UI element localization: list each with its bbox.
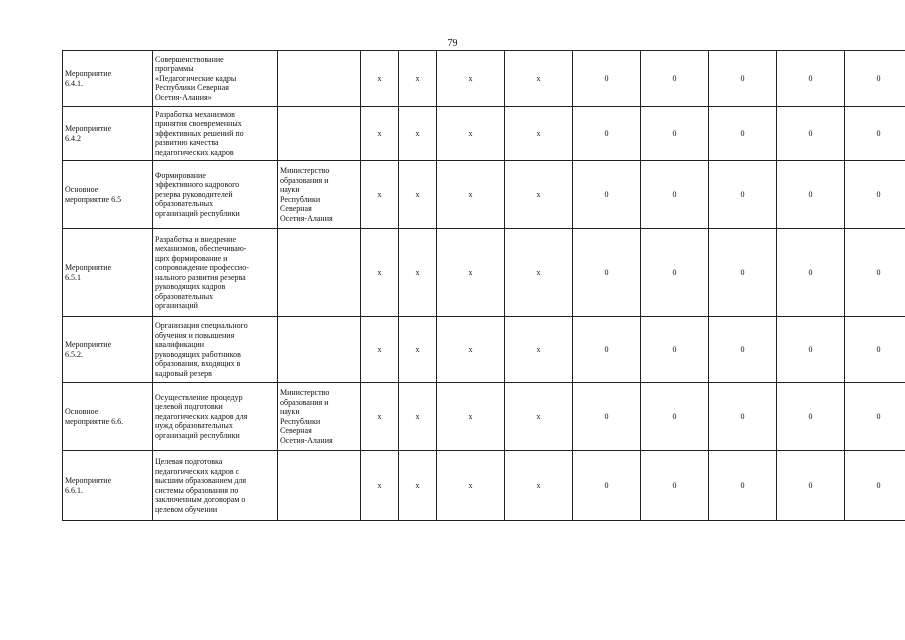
responsible-executor-cell — [278, 451, 361, 521]
value-cell: 0 — [573, 317, 641, 383]
value-cell: 0 — [777, 107, 845, 161]
value-cell: 0 — [845, 229, 905, 317]
value-cell: 0 — [573, 107, 641, 161]
value-cell: 0 — [845, 383, 905, 451]
value-cell: х — [505, 229, 573, 317]
value-cell: х — [399, 383, 437, 451]
table-row — [63, 383, 905, 451]
table-row — [63, 107, 905, 161]
value-cell: х — [505, 383, 573, 451]
value-cell: х — [399, 229, 437, 317]
activity-description-cell: Формирование эффективного кадрового резерва руководителей образовательных организаций республики — [153, 161, 278, 229]
value-cell: х — [361, 229, 399, 317]
table-row — [63, 51, 905, 107]
responsible-executor-cell: Министерство образования и науки Республики Северная Осетия-Алания — [278, 161, 361, 229]
value-cell: 0 — [641, 317, 709, 383]
value-cell: х — [505, 317, 573, 383]
value-cell: 0 — [573, 451, 641, 521]
value-cell: 0 — [641, 451, 709, 521]
value-cell: 0 — [777, 383, 845, 451]
value-cell: 0 — [777, 161, 845, 229]
value-cell: х — [437, 107, 505, 161]
value-cell: х — [437, 161, 505, 229]
value-cell: 0 — [641, 51, 709, 107]
responsible-executor-cell — [278, 229, 361, 317]
value-cell: 0 — [777, 451, 845, 521]
value-cell: х — [361, 451, 399, 521]
table-row — [63, 317, 905, 383]
value-cell: х — [399, 51, 437, 107]
activity-name-cell: Мероприятие 6.5.2. — [63, 317, 153, 383]
value-cell: 0 — [777, 51, 845, 107]
activity-description-cell: Совершенствование программы «Педагогические кадры Республики Северная Осетия-Алания» — [153, 51, 278, 107]
value-cell: х — [437, 51, 505, 107]
value-cell: х — [399, 317, 437, 383]
value-cell: х — [361, 383, 399, 451]
value-cell: 0 — [573, 161, 641, 229]
activity-name-cell: Основное мероприятие 6.5 — [63, 161, 153, 229]
value-cell: 0 — [845, 317, 905, 383]
activity-name-cell: Основное мероприятие 6.6. — [63, 383, 153, 451]
value-cell: 0 — [845, 161, 905, 229]
value-cell: 0 — [709, 161, 777, 229]
value-cell: 0 — [845, 51, 905, 107]
value-cell: 0 — [641, 383, 709, 451]
value-cell: 0 — [845, 451, 905, 521]
value-cell: 0 — [709, 317, 777, 383]
table-row — [63, 161, 905, 229]
value-cell: х — [361, 51, 399, 107]
value-cell: х — [361, 317, 399, 383]
activity-description-cell: Организация специального обучения и повышения квалификации руководящих работников образования, входящих в кадровый резерв — [153, 317, 278, 383]
value-cell: х — [437, 317, 505, 383]
value-cell: 0 — [641, 229, 709, 317]
activity-description-cell: Разработка механизмов принятия своевременных эффективных решений по развитию качества педагогических кадров — [153, 107, 278, 161]
value-cell: 0 — [573, 383, 641, 451]
value-cell: х — [505, 161, 573, 229]
program-activities-table — [62, 50, 905, 521]
value-cell: х — [437, 229, 505, 317]
value-cell: х — [437, 383, 505, 451]
activity-description-cell: Осуществление процедур целевой подготовки педагогических кадров для нужд образовательных организаций республики — [153, 383, 278, 451]
value-cell: 0 — [845, 107, 905, 161]
responsible-executor-cell — [278, 107, 361, 161]
activity-name-cell: Мероприятие 6.6.1. — [63, 451, 153, 521]
activity-description-cell: Целевая подготовка педагогических кадров с высшим образованием для системы образования по заключенным договорам о целевом обучении — [153, 451, 278, 521]
activity-name-cell: Мероприятие 6.4.2 — [63, 107, 153, 161]
value-cell: 0 — [641, 107, 709, 161]
table-row — [63, 229, 905, 317]
activity-name-cell: Мероприятие 6.5.1 — [63, 229, 153, 317]
value-cell: 0 — [709, 51, 777, 107]
value-cell: 0 — [709, 107, 777, 161]
value-cell: х — [399, 161, 437, 229]
value-cell: х — [361, 107, 399, 161]
value-cell: х — [437, 451, 505, 521]
activity-name-cell: Мероприятие 6.4.1. — [63, 51, 153, 107]
responsible-executor-cell: Министерство образования и науки Республики Северная Осетия-Алания — [278, 383, 361, 451]
value-cell: 0 — [709, 451, 777, 521]
value-cell: 0 — [709, 383, 777, 451]
value-cell: 0 — [573, 229, 641, 317]
table-row — [63, 451, 905, 521]
activity-description-cell: Разработка и внедрение механизмов, обеспечиваю- щих формирование и сопровождение профессио- нального развития резерва руководящих кадров образовательных организаций — [153, 229, 278, 317]
value-cell: 0 — [573, 51, 641, 107]
value-cell: 0 — [709, 229, 777, 317]
value-cell: х — [505, 107, 573, 161]
value-cell: х — [399, 451, 437, 521]
value-cell: х — [505, 451, 573, 521]
value-cell: 0 — [777, 229, 845, 317]
page-number: 79 — [447, 38, 458, 49]
value-cell: х — [399, 107, 437, 161]
value-cell: х — [505, 51, 573, 107]
value-cell: 0 — [777, 317, 845, 383]
responsible-executor-cell — [278, 317, 361, 383]
value-cell: х — [361, 161, 399, 229]
value-cell: 0 — [641, 161, 709, 229]
responsible-executor-cell — [278, 51, 361, 107]
